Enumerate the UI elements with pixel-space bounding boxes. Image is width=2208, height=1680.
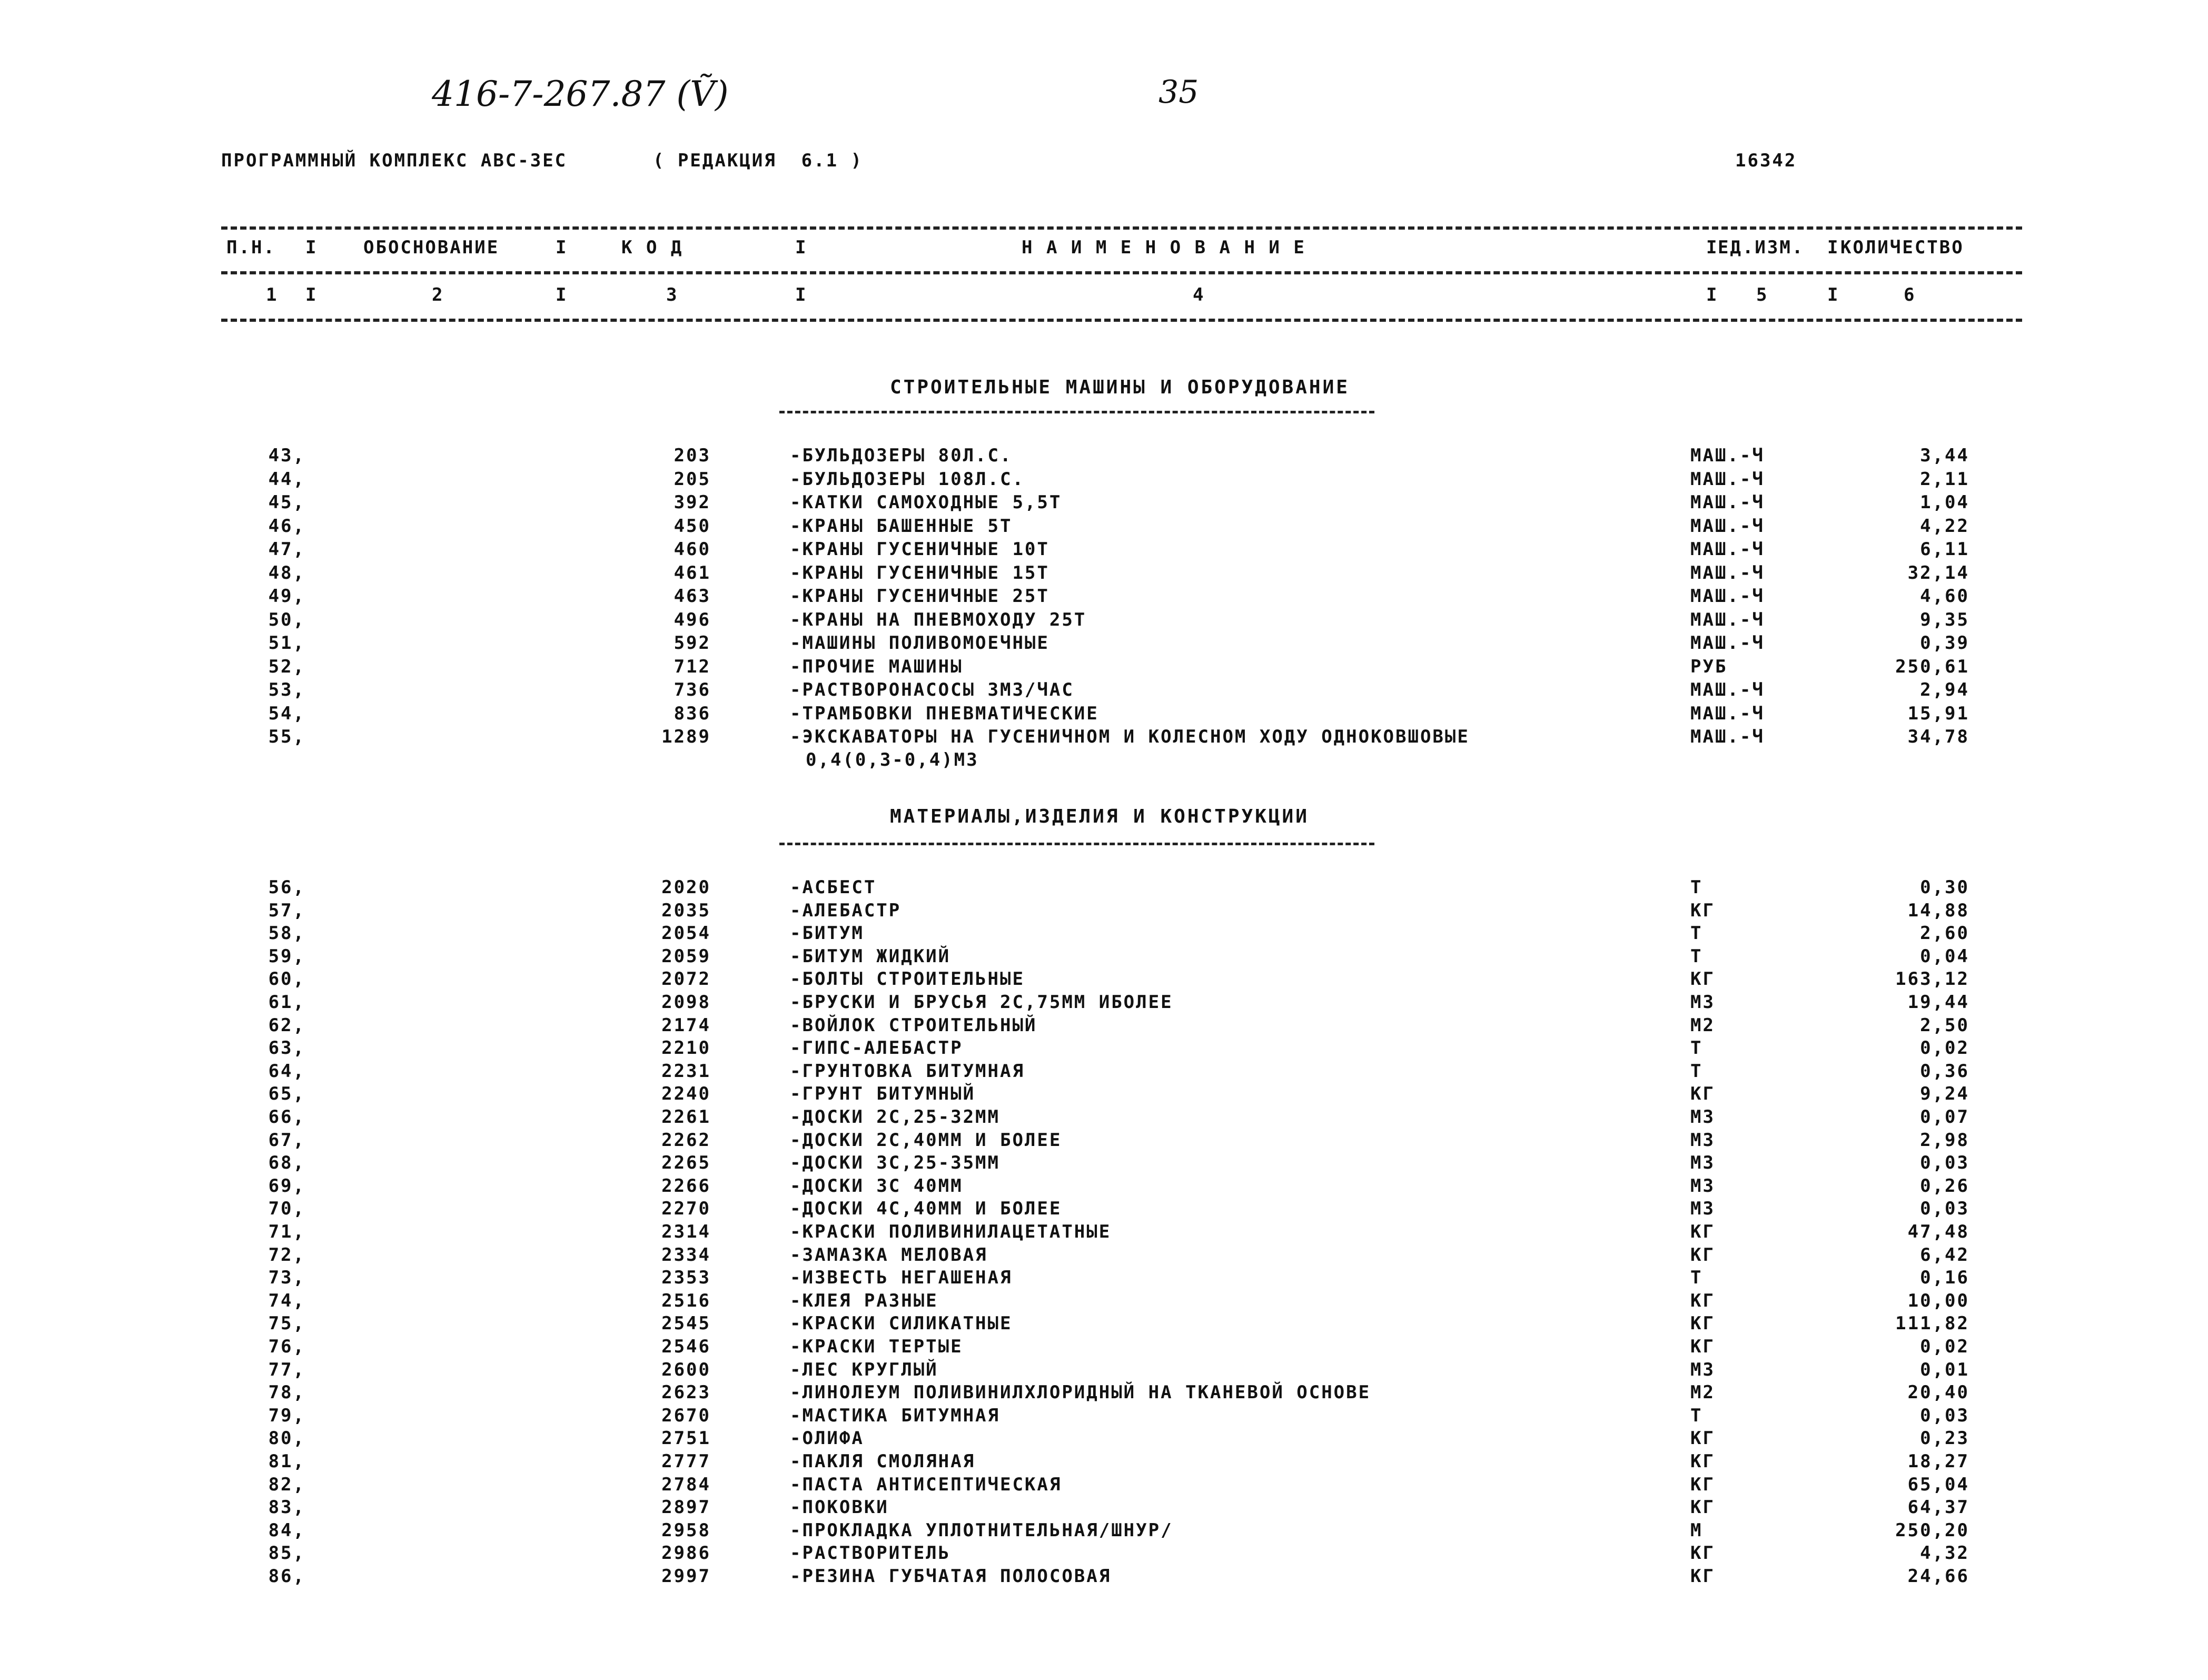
- row-name: -ПАКЛЯ СМОЛЯНАЯ: [790, 1451, 976, 1472]
- row-qty: 9,24: [1920, 1083, 1969, 1105]
- doc-number: 416-7-267.87 (Ṽ): [432, 74, 729, 114]
- row-unit: М3: [1690, 1106, 1715, 1128]
- row-kod: 2262: [661, 1129, 711, 1151]
- row-pn: 72,: [268, 1244, 305, 1266]
- row-unit: КГ: [1690, 969, 1715, 990]
- row-qty: 6,42: [1920, 1244, 1969, 1266]
- row-name: -ТРАМБОВКИ ПНЕВМАТИЧЕСКИЕ: [790, 703, 1099, 724]
- row-qty: 14,88: [1907, 900, 1969, 921]
- table-row: [0, 1015, 2208, 1038]
- col-sep: I: [556, 237, 568, 258]
- colnum: 4: [1193, 284, 1205, 305]
- row-name: -БИТУМ ЖИДКИЙ: [790, 945, 951, 967]
- row-name: -ДОСКИ 2С,40ММ И БОЛЕЕ: [790, 1129, 1062, 1151]
- table-row: [0, 1267, 2208, 1290]
- col-kod: К О Д: [621, 237, 684, 258]
- row-pn: 57,: [268, 900, 305, 921]
- table-row: [0, 1152, 2208, 1175]
- row-name: -АЛЕБАСТР: [790, 900, 902, 921]
- row-unit: М3: [1690, 1152, 1715, 1174]
- row-pn: 61,: [268, 992, 305, 1013]
- section-rule: [779, 411, 1374, 413]
- row-kod: 2098: [661, 992, 711, 1013]
- row-kod: 2600: [661, 1359, 711, 1380]
- table-row: [0, 923, 2208, 946]
- row-qty: 0,03: [1920, 1152, 1969, 1174]
- row-kod: 2353: [661, 1267, 711, 1289]
- table-rule-mid: [221, 271, 2022, 274]
- col-unit: ЕД.ИЗМ.: [1718, 237, 1805, 258]
- row-kod: 461: [674, 562, 711, 584]
- row-pn: 56,: [268, 877, 305, 898]
- row-name: -МАШИНЫ ПОЛИВОМОЕЧНЫЕ: [790, 633, 1049, 654]
- row-qty: 0,26: [1920, 1175, 1969, 1197]
- row-name: -ПРОКЛАДКА УПЛОТНИТЕЛЬНАЯ/ШНУР/: [790, 1519, 1173, 1541]
- row-pn: 73,: [268, 1267, 305, 1289]
- row-pn: 54,: [268, 703, 305, 724]
- table-row: [0, 1566, 2208, 1589]
- row-name: -КРАСКИ ПОЛИВИНИЛАЦЕТАТНЫЕ: [790, 1221, 1112, 1242]
- row-unit: КГ: [1690, 1451, 1715, 1472]
- row-pn: 70,: [268, 1198, 305, 1220]
- row-name: -ПРОЧИЕ МАШИНЫ: [790, 656, 963, 677]
- row-kod: 205: [674, 468, 711, 490]
- row-unit: МАШ.-Ч: [1690, 703, 1765, 724]
- row-kod: 2897: [661, 1497, 711, 1518]
- colnum: 5: [1756, 284, 1769, 305]
- row-unit: М: [1690, 1519, 1703, 1541]
- table-row: [0, 1543, 2208, 1566]
- row-name: -ПАСТА АНТИСЕПТИЧЕСКАЯ: [790, 1474, 1062, 1495]
- row-kod: 2784: [661, 1474, 711, 1495]
- page-number: 35: [1159, 74, 1199, 111]
- table-row: [0, 609, 2208, 633]
- col-obosnovanie: ОБОСНОВАНИЕ: [363, 237, 500, 258]
- row-qty: 0,02: [1920, 1336, 1969, 1357]
- row-name: -КРАНЫ ГУСЕНИЧНЫЕ 25Т: [790, 586, 1049, 607]
- row-name: -ЛИНОЛЕУМ ПОЛИВИНИЛХЛОРИДНЫЙ НА ТКАНЕВОЙ ОСНОВЕ: [790, 1382, 1371, 1404]
- row-name: -ЗАМАЗКА МЕЛОВАЯ: [790, 1244, 988, 1266]
- row-unit: КГ: [1690, 1336, 1715, 1357]
- row-unit: КГ: [1690, 1566, 1715, 1587]
- row-qty: 2,11: [1920, 468, 1969, 490]
- row-name: -КРАНЫ ГУСЕНИЧНЫЕ 10Т: [790, 539, 1049, 560]
- row-pn: 60,: [268, 969, 305, 990]
- row-unit: КГ: [1690, 1428, 1715, 1449]
- row-unit: МАШ.-Ч: [1690, 633, 1765, 654]
- table-row: [0, 900, 2208, 923]
- row-pn: 51,: [268, 633, 305, 654]
- table-row: [0, 1244, 2208, 1268]
- row-name: -КРАНЫ ГУСЕНИЧНЫЕ 15Т: [790, 562, 1049, 584]
- row-kod: 2265: [661, 1152, 711, 1174]
- row-pn: 79,: [268, 1405, 305, 1426]
- row-name: -РАСТВОРИТЕЛЬ: [790, 1543, 951, 1564]
- row-unit: МАШ.-Ч: [1690, 562, 1765, 584]
- row-pn: 83,: [268, 1497, 305, 1518]
- row-unit: КГ: [1690, 1497, 1715, 1518]
- row-qty: 32,14: [1907, 562, 1969, 584]
- table-row: [0, 877, 2208, 900]
- row-kod: 2751: [661, 1428, 711, 1449]
- table-row: [0, 1336, 2208, 1359]
- row-pn: 67,: [268, 1129, 305, 1151]
- row-qty: 0,36: [1920, 1060, 1969, 1082]
- table-row: [0, 492, 2208, 515]
- row-unit: МАШ.-Ч: [1690, 539, 1765, 560]
- row-kod: 836: [674, 703, 711, 724]
- row-qty: 19,44: [1907, 992, 1969, 1013]
- colnum: 6: [1904, 284, 1916, 305]
- row-kod: 2986: [661, 1543, 711, 1564]
- row-pn: 65,: [268, 1083, 305, 1105]
- row-name: -КАТКИ САМОХОДНЫЕ 5,5Т: [790, 492, 1062, 513]
- row-name: -КЛЕЯ РАЗНЫЕ: [790, 1290, 938, 1311]
- colnum: 3: [666, 284, 679, 305]
- row-unit: Т: [1690, 877, 1703, 898]
- row-pn: 43,: [268, 445, 305, 466]
- table-row: [0, 1474, 2208, 1497]
- table-row: [0, 1382, 2208, 1405]
- row-pn: 71,: [268, 1221, 305, 1242]
- table-row: [0, 1451, 2208, 1474]
- row-kod: 2240: [661, 1083, 711, 1105]
- row-unit: Т: [1690, 1037, 1703, 1059]
- row-pn: 81,: [268, 1451, 305, 1472]
- row-pn: 74,: [268, 1290, 305, 1311]
- row-kod: 460: [674, 539, 711, 560]
- row-name: -РАСТВОРОНАСОСЫ 3М3/ЧАС: [790, 679, 1074, 700]
- table-row: [0, 1221, 2208, 1244]
- row-pn: 64,: [268, 1060, 305, 1082]
- row-name: -ИЗВЕСТЬ НЕГАШЕНАЯ: [790, 1267, 1013, 1289]
- colnum: 2: [432, 284, 444, 305]
- row-unit: КГ: [1690, 1221, 1715, 1242]
- row-pn: 84,: [268, 1519, 305, 1541]
- row-unit: Т: [1690, 945, 1703, 967]
- row-unit: Т: [1690, 1060, 1703, 1082]
- row-kod: 463: [674, 586, 711, 607]
- row-unit: МАШ.-Ч: [1690, 609, 1765, 630]
- row-unit: МАШ.-Ч: [1690, 445, 1765, 466]
- row-qty: 1,04: [1920, 492, 1969, 513]
- row-qty: 64,37: [1907, 1497, 1969, 1518]
- row-kod: 2546: [661, 1336, 711, 1357]
- row-kod: 2059: [661, 945, 711, 967]
- row-pn: 77,: [268, 1359, 305, 1380]
- row-name: -АСБЕСТ: [790, 877, 877, 898]
- row-unit: Т: [1690, 1267, 1703, 1289]
- row-name: -БУЛЬДОЗЕРЫ 108Л.С.: [790, 468, 1025, 490]
- row-qty: 65,04: [1907, 1474, 1969, 1495]
- row-kod: 2623: [661, 1382, 711, 1404]
- row-kod: 2261: [661, 1106, 711, 1128]
- row-unit: КГ: [1690, 1083, 1715, 1105]
- row-kod: 2314: [661, 1221, 711, 1242]
- row-qty: 4,60: [1920, 586, 1969, 607]
- col-sep: I: [556, 284, 568, 305]
- table-row: [0, 1290, 2208, 1313]
- row-name: -ДОСКИ 3С 40ММ: [790, 1175, 963, 1197]
- row-kod: 2545: [661, 1313, 711, 1335]
- row-pn: 48,: [268, 562, 305, 584]
- row-unit: МАШ.-Ч: [1690, 492, 1765, 513]
- row-unit: М3: [1690, 1129, 1715, 1151]
- row-qty: 0,04: [1920, 945, 1969, 967]
- row-pn: 75,: [268, 1313, 305, 1335]
- col-sep: I: [1706, 284, 1719, 305]
- row-unit: М3: [1690, 992, 1715, 1013]
- row-name: -БОЛТЫ СТРОИТЕЛЬНЫЕ: [790, 969, 1025, 990]
- row-unit: М3: [1690, 1359, 1715, 1380]
- row-kod: 2670: [661, 1405, 711, 1426]
- row-qty: 20,40: [1907, 1382, 1969, 1404]
- row-pn: 62,: [268, 1014, 305, 1036]
- col-sep: I: [305, 237, 318, 258]
- row-qty: 2,98: [1920, 1129, 1969, 1151]
- table-row: [0, 1083, 2208, 1106]
- row-kod: 2777: [661, 1451, 711, 1472]
- row-pn: 52,: [268, 656, 305, 677]
- row-qty: 3,44: [1920, 445, 1969, 466]
- table-row: [0, 1037, 2208, 1061]
- table-row: [0, 1405, 2208, 1428]
- row-name: -ГИПС-АЛЕБАСТР: [790, 1037, 963, 1059]
- row-qty: 6,11: [1920, 539, 1969, 560]
- row-qty: 2,50: [1920, 1014, 1969, 1036]
- row-qty: 0,30: [1920, 877, 1969, 898]
- row-name: -КРАСКИ ТЕРТЫЕ: [790, 1336, 963, 1357]
- row-kod: 2035: [661, 900, 711, 921]
- table-row: [0, 1061, 2208, 1084]
- edition: ( РЕДАКЦИЯ 6.1 ): [653, 150, 863, 171]
- row-pn: 68,: [268, 1152, 305, 1174]
- row-pn: 69,: [268, 1175, 305, 1197]
- table-row: [0, 1359, 2208, 1382]
- row-kod: 2266: [661, 1175, 711, 1197]
- row-kod: 392: [674, 492, 711, 513]
- row-pn: 45,: [268, 492, 305, 513]
- col-sep: I: [1827, 284, 1840, 305]
- row-kod: 2020: [661, 877, 711, 898]
- table-row: [0, 969, 2208, 992]
- table-row: [0, 656, 2208, 679]
- table-row: [0, 992, 2208, 1015]
- row-name: -ЛЕС КРУГЛЫЙ: [790, 1359, 938, 1380]
- row-unit: КГ: [1690, 1474, 1715, 1495]
- row-pn: 82,: [268, 1474, 305, 1495]
- row-name: -ДОСКИ 4С,40ММ И БОЛЕЕ: [790, 1198, 1062, 1220]
- row-kod: 2054: [661, 923, 711, 944]
- col-sep: I: [1827, 237, 1840, 258]
- row-pn: 49,: [268, 586, 305, 607]
- row-unit: МАШ.-Ч: [1690, 468, 1765, 490]
- table-row: [0, 946, 2208, 969]
- col-name: Н А И М Е Н О В А Н И Е: [1022, 237, 1306, 258]
- row-qty: 4,32: [1920, 1543, 1969, 1564]
- table-row: [0, 633, 2208, 656]
- row-kod: 736: [674, 679, 711, 700]
- table-row: [0, 1198, 2208, 1221]
- row-unit: КГ: [1690, 1290, 1715, 1311]
- row-name: -ЭКСКАВАТОРЫ НА ГУСЕНИЧНОМ И КОЛЕСНОМ ХОДУ ОДНОКОВШОВЫЕ: [790, 726, 1470, 747]
- row-kod: 496: [674, 609, 711, 630]
- row-name: -ВОЙЛОК СТРОИТЕЛЬНЫЙ: [790, 1014, 1037, 1036]
- table-row: [0, 539, 2208, 562]
- row-pn: 55,: [268, 726, 305, 747]
- table-row: [0, 1520, 2208, 1543]
- row-unit: КГ: [1690, 900, 1715, 921]
- table-rule-bottom: [221, 319, 2022, 322]
- row-kod: 2174: [661, 1014, 711, 1036]
- row-qty: 0,02: [1920, 1037, 1969, 1059]
- row-unit: МАШ.-Ч: [1690, 515, 1765, 537]
- row-qty: 250,20: [1895, 1519, 1969, 1541]
- row-name: -ДОСКИ 2С,25-32ММ: [790, 1106, 1000, 1128]
- row-pn: 59,: [268, 945, 305, 967]
- table-row: [0, 1130, 2208, 1153]
- row-unit: КГ: [1690, 1543, 1715, 1564]
- table-row: [0, 586, 2208, 609]
- row-kod: 1289: [661, 726, 711, 747]
- row-unit: МАШ.-Ч: [1690, 679, 1765, 700]
- row-name: -РЕЗИНА ГУБЧАТАЯ ПОЛОСОВАЯ: [790, 1566, 1112, 1587]
- row-kod: 2958: [661, 1519, 711, 1541]
- row-unit: МАШ.-Ч: [1690, 586, 1765, 607]
- row-qty: 0,16: [1920, 1267, 1969, 1289]
- row-pn: 46,: [268, 515, 305, 537]
- row-qty: 10,00: [1907, 1290, 1969, 1311]
- row-unit: М3: [1690, 1198, 1715, 1220]
- section-rule: [779, 843, 1374, 845]
- row-pn: 58,: [268, 923, 305, 944]
- row-pn: 53,: [268, 679, 305, 700]
- col-sep: I: [1706, 237, 1719, 258]
- row-kod: 2334: [661, 1244, 711, 1266]
- row-qty: 15,91: [1907, 703, 1969, 724]
- section-title: МАТЕРИАЛЫ,ИЗДЕЛИЯ И КОНСТРУКЦИИ: [890, 806, 1309, 827]
- row-qty: 111,82: [1895, 1313, 1969, 1335]
- table-row: [0, 562, 2208, 586]
- row-unit: М3: [1690, 1175, 1715, 1197]
- row-unit: М2: [1690, 1382, 1715, 1404]
- row-kod: 2997: [661, 1566, 711, 1587]
- row-pn: 86,: [268, 1566, 305, 1587]
- table-row: [0, 1428, 2208, 1451]
- row-pn: 76,: [268, 1336, 305, 1357]
- table-row: [0, 1106, 2208, 1130]
- col-pn: П.Н.: [226, 237, 276, 258]
- table-row: [0, 516, 2208, 539]
- row-name: -БРУСКИ И БРУСЬЯ 2С,75ММ ИБОЛЕЕ: [790, 992, 1173, 1013]
- row-qty: 2,60: [1920, 923, 1969, 944]
- row-kod: 592: [674, 633, 711, 654]
- row-name: -ДОСКИ 3С,25-35ММ: [790, 1152, 1000, 1174]
- row-unit: М2: [1690, 1014, 1715, 1036]
- row-qty: 250,61: [1895, 656, 1969, 677]
- row-qty: 9,35: [1920, 609, 1969, 630]
- table-row: [0, 469, 2208, 492]
- row-kod: 2210: [661, 1037, 711, 1059]
- row-unit: КГ: [1690, 1244, 1715, 1266]
- table-row: [0, 1175, 2208, 1199]
- table-rule-top: [221, 226, 2022, 230]
- row-kod: 203: [674, 445, 711, 466]
- table-row: [0, 679, 2208, 703]
- row-pn: 50,: [268, 609, 305, 630]
- row-pn: 66,: [268, 1106, 305, 1128]
- col-sep: I: [795, 237, 808, 258]
- row-qty: 0,23: [1920, 1428, 1969, 1449]
- row-name: -МАСТИКА БИТУМНАЯ: [790, 1405, 1000, 1426]
- row-name: -ОЛИФА: [790, 1428, 864, 1449]
- row-pn: 47,: [268, 539, 305, 560]
- row-unit: Т: [1690, 1405, 1703, 1426]
- section-title: СТРОИТЕЛЬНЫЕ МАШИНЫ И ОБОРУДОВАНИЕ: [890, 377, 1350, 398]
- row-unit: РУБ: [1690, 656, 1728, 677]
- row-name: -КРАНЫ БАШЕННЫЕ 5Т: [790, 515, 1013, 537]
- row-unit: МАШ.-Ч: [1690, 726, 1765, 747]
- colnum: 1: [266, 284, 279, 305]
- row-kod: 2270: [661, 1198, 711, 1220]
- row-pn: 44,: [268, 468, 305, 490]
- row-name-continued: 0,4(0,3-0,4)М3: [806, 749, 979, 770]
- row-pn: 63,: [268, 1037, 305, 1059]
- row-qty: 47,48: [1907, 1221, 1969, 1242]
- row-name: -КРАНЫ НА ПНЕВМОХОДУ 25Т: [790, 609, 1087, 630]
- table-row: [0, 1497, 2208, 1520]
- row-name: -БУЛЬДОЗЕРЫ 80Л.С.: [790, 445, 1013, 466]
- col-qty: КОЛИЧЕСТВО: [1840, 237, 1964, 258]
- row-qty: 163,12: [1895, 969, 1969, 990]
- table-row: [0, 445, 2208, 468]
- row-name: -ГРУНТ БИТУМНЫЙ: [790, 1083, 976, 1105]
- row-qty: 2,94: [1920, 679, 1969, 700]
- row-qty: 0,01: [1920, 1359, 1969, 1380]
- row-qty: 0,39: [1920, 633, 1969, 654]
- row-name: -БИТУМ: [790, 923, 864, 944]
- row-qty: 4,22: [1920, 515, 1969, 537]
- doc-id: 16342: [1735, 150, 1797, 171]
- row-qty: 0,07: [1920, 1106, 1969, 1128]
- row-qty: 24,66: [1907, 1566, 1969, 1587]
- row-pn: 80,: [268, 1428, 305, 1449]
- row-kod: 450: [674, 515, 711, 537]
- row-qty: 0,03: [1920, 1198, 1969, 1220]
- row-qty: 34,78: [1907, 726, 1969, 747]
- table-row: [0, 726, 2208, 770]
- row-name: -КРАСКИ СИЛИКАТНЫЕ: [790, 1313, 1013, 1335]
- row-pn: 78,: [268, 1382, 305, 1404]
- row-unit: КГ: [1690, 1313, 1715, 1335]
- col-sep: I: [795, 284, 808, 305]
- program-name: ПРОГРАММНЫЙ КОМПЛЕКС АВС-3ЕС: [221, 150, 568, 171]
- row-unit: Т: [1690, 923, 1703, 944]
- row-kod: 712: [674, 656, 711, 677]
- row-qty: 0,03: [1920, 1405, 1969, 1426]
- row-kod: 2516: [661, 1290, 711, 1311]
- col-sep: I: [305, 284, 318, 305]
- row-name: -ГРУНТОВКА БИТУМНАЯ: [790, 1060, 1025, 1082]
- row-kod: 2231: [661, 1060, 711, 1082]
- table-row: [0, 1313, 2208, 1336]
- row-kod: 2072: [661, 969, 711, 990]
- row-qty: 18,27: [1907, 1451, 1969, 1472]
- table-row: [0, 703, 2208, 726]
- row-name: -ПОКОВКИ: [790, 1497, 889, 1518]
- row-pn: 85,: [268, 1543, 305, 1564]
